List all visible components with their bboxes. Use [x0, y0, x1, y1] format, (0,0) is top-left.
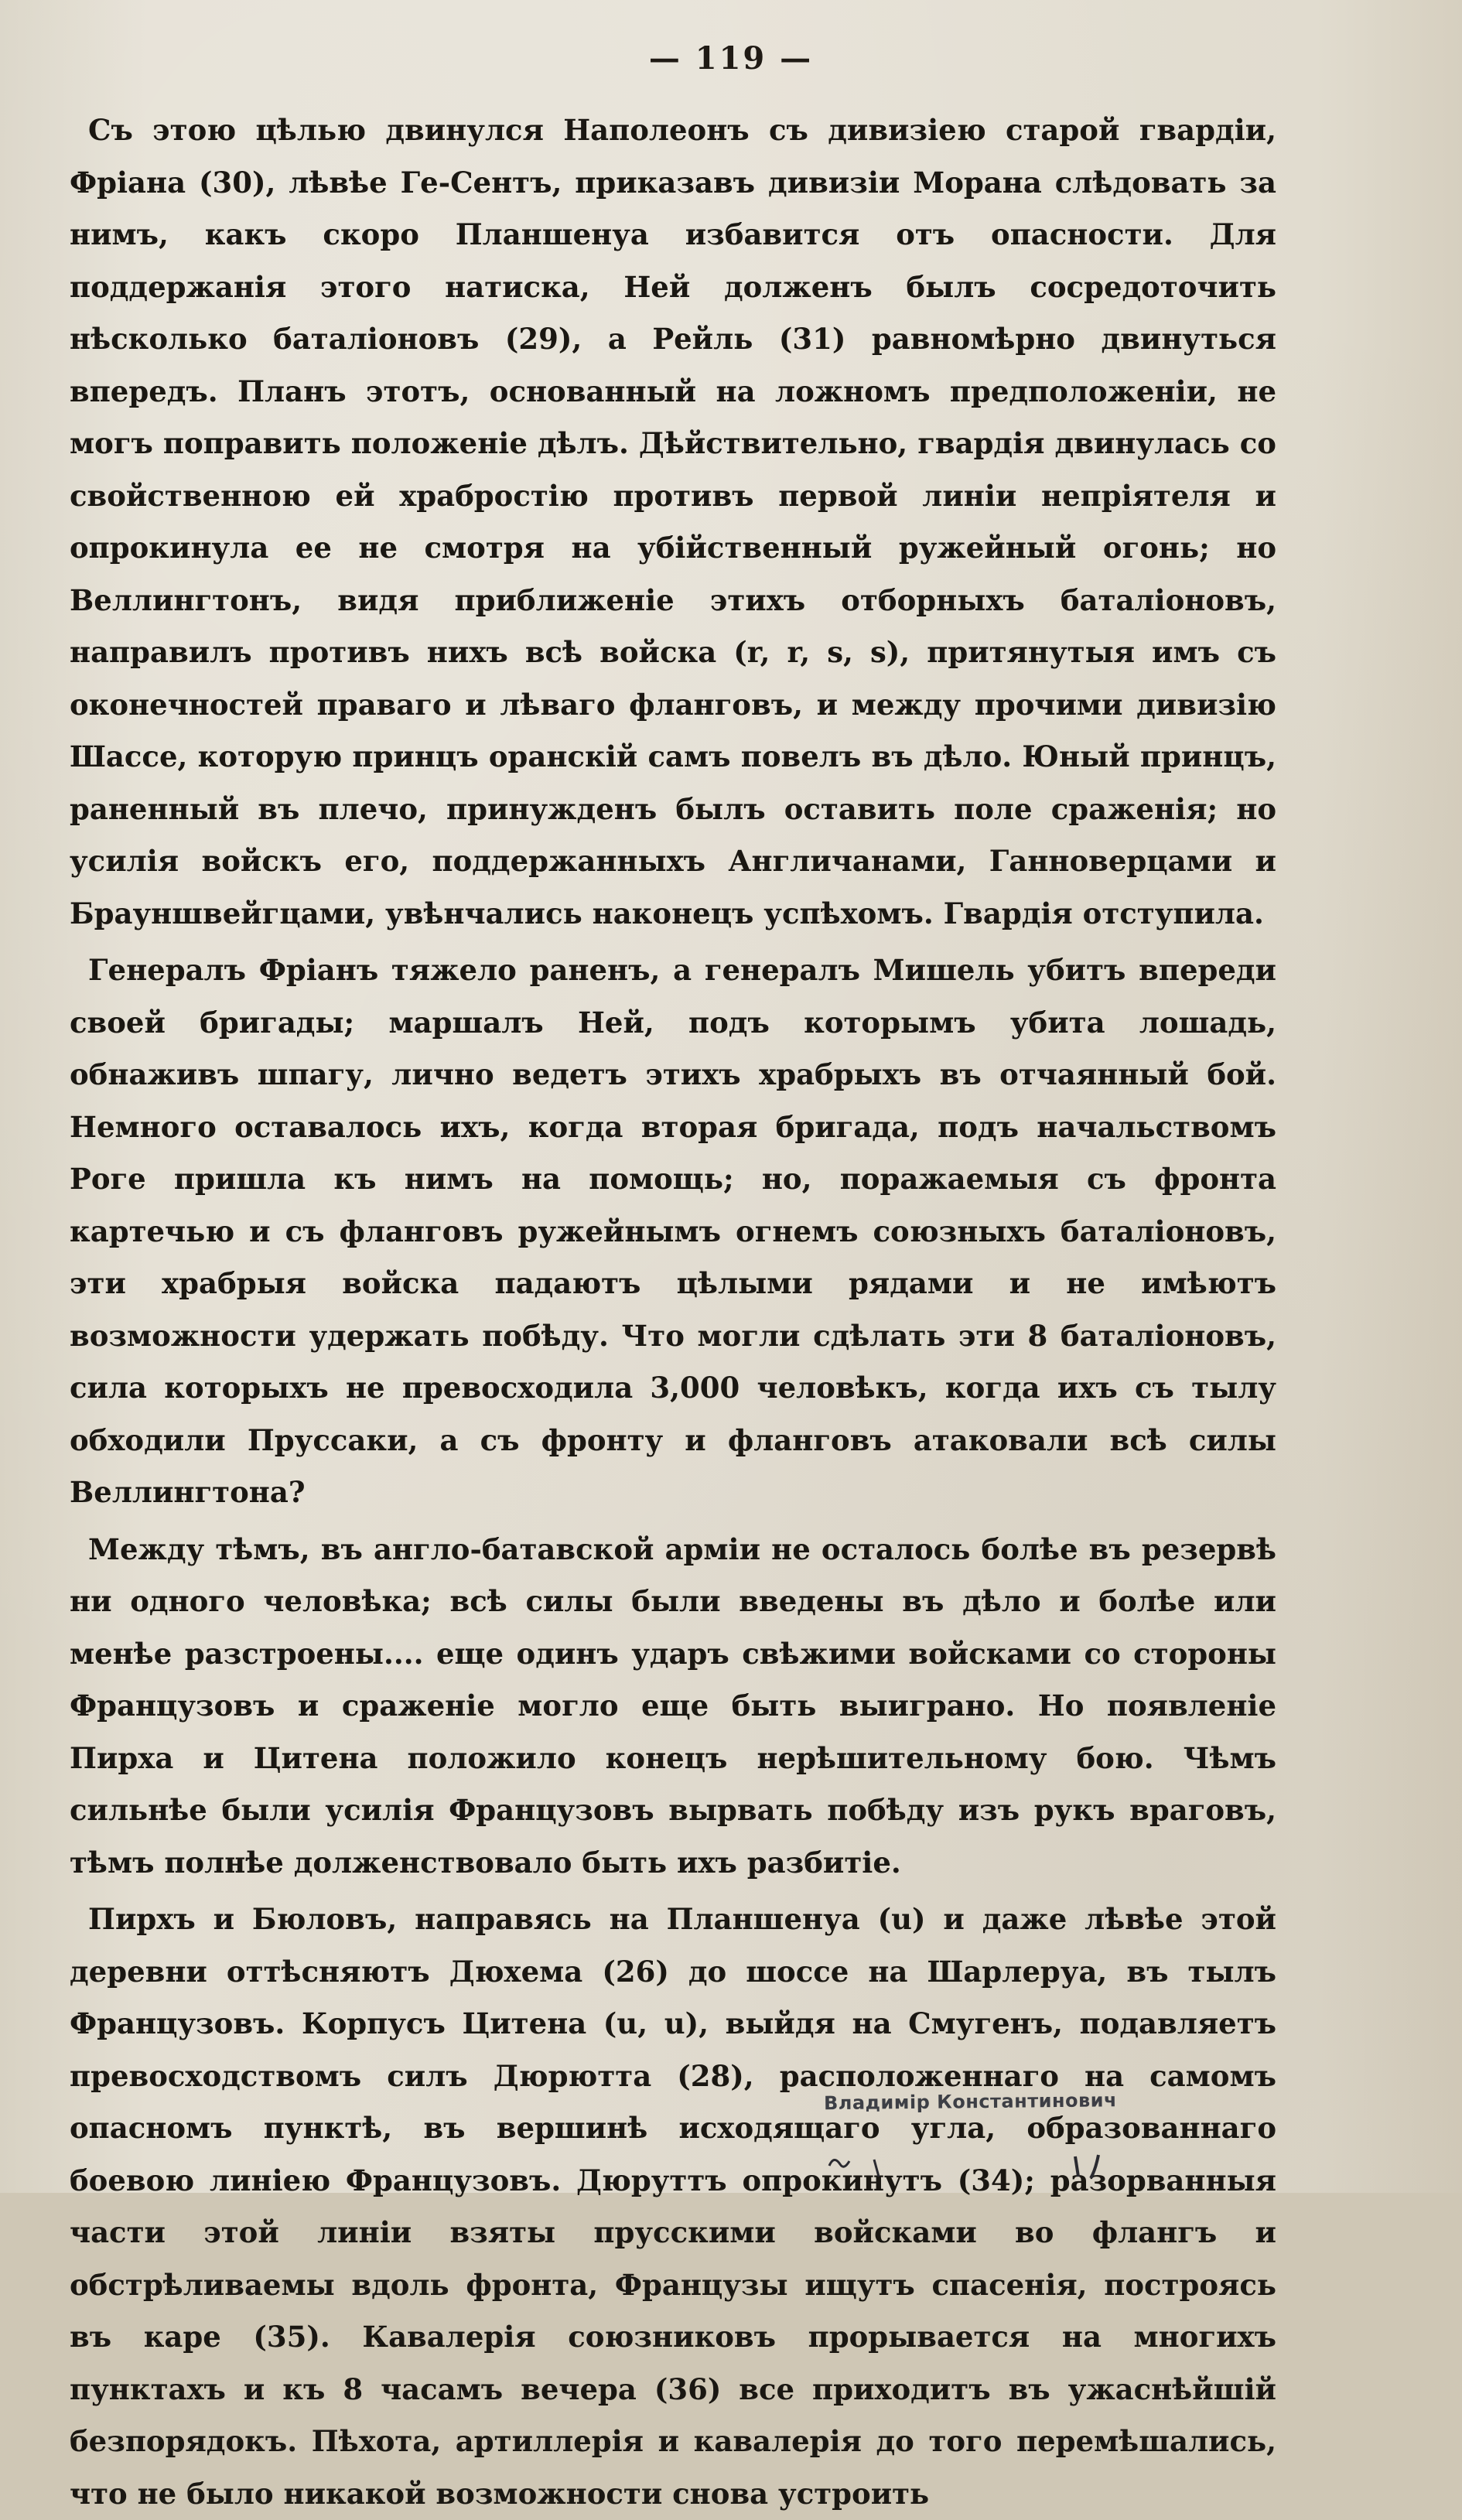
paragraph-1: Съ этою цѣлью двинулся Наполеонъ съ дивизіею старой гвардіи, Фріана (30), лѣвѣе Ге-Сентъ, приказавъ дивизіи Морана слѣдовать за нимъ, какъ скоро Планшенуа избавится отъ опасности. Для поддержанія этого натиска, Ней долженъ былъ сосредоточить нѣсколько баталіоновъ (29), а Рейль (31) равномѣрно двинуться впередъ. Планъ этотъ, основанный на ложномъ предположеніи, не могъ поправить положеніе дѣлъ. Дѣйствительно, гвардія двинулась со свойственною ей храбростію противъ первой линіи непріятеля и опрокинула ее не смотря на убійственный ружейный огонь; но Веллингтонъ, видя приближеніе этихъ отборныхъ баталіоновъ, направилъ противъ нихъ всѣ войска (r, r, s, s), притянутыя имъ съ оконечностей праваго и лѣваго фланговъ, и между прочими дивизію Шассе, которую принцъ оранскій самъ повелъ въ дѣло. Юный принцъ, раненный въ плечо, принужденъ былъ оставить поле сраженія; но усилія войскъ его, поддержанныхъ Англичанами, Ганноверцами и Брауншвейгцами, увѣнчались наконецъ успѣхомъ. Гвардія отступила. — [70, 113, 1276, 930]
paragraph-4: Пирхъ и Бюловъ, направясь на Планшенуа (u) и даже лѣвѣе этой деревни оттѣсняютъ Дюхема (26) до шоссе на Шарлеруа, въ тылъ Французовъ. Корпусъ Цитена (u, u), выйдя на Смугенъ, подавляетъ превосходствомъ силъ Дюрютта (28), расположеннаго на самомъ опасномъ пунктѣ, въ вершинѣ исходящаго угла, образованнаго боевою линіею Французовъ. Дюруттъ опрокинутъ (34); разорванныя части этой линіи взяты прусскими войсками во флангъ и обстрѣливаемы вдоль фронта, Французы ищутъ спасенія, построясь въ каре (35). Кавалерія союзниковъ прорывается на многихъ пунктахъ и къ 8 часамъ вечера (36) все приходитъ въ ужаснѣйшій безпорядокъ. Пѣхота, артиллерія и кавалерія до того перемѣшались, что не было никакой возможности снова устроить — [70, 1902, 1276, 2511]
paragraph-2: Генералъ Фріанъ тяжело раненъ, а генералъ Мишель убитъ впереди своей бригады; маршалъ Ней, подъ которымъ убита лошадь, обнаживъ шпагу, лично ведетъ этихъ храбрыхъ въ отчаянный бой. Немного оставалось ихъ, когда вторая бригада, подъ начальствомъ Роге пришла къ нимъ на помощь; но, поражаемыя съ фронта картечью и съ фланговъ ружейнымъ огнемъ союзныхъ баталіоновъ, эти храбрыя войска падаютъ цѣлыми рядами и не имѣютъ возможности удержать побѣду. Что могли сдѣлать эти 8 баталіоновъ, сила которыхъ не превосходила 3,000 человѣкъ, когда ихъ съ тылу обходили Пруссаки, а съ фронту и фланговъ атаковали всѣ силы Веллингтона? — [70, 953, 1276, 1509]
page-number: — 119 — — [648, 40, 814, 77]
paragraph-3: Между тѣмъ, въ англо-батавской арміи не осталось болѣе въ резервѣ ни одного человѣка; всѣ силы были введены въ дѣло и болѣе или менѣе разстроены.... еще одинъ ударъ свѣжими войсками со стороны Французовъ и сраженіе могло еще быть выиграно. Но появленіе Пирха и Цитена положило конецъ нерѣшительному бою. Чѣмъ сильнѣе были усилія Французовъ вырвать побѣду изъ рукъ враговъ, тѣмъ полнѣе долженствовало быть ихъ разбитіе. — [70, 1531, 1276, 1880]
handwritten-ink-marks — [820, 2136, 1153, 2183]
library-stamp: Владимір Константинович — [823, 2089, 1118, 2115]
